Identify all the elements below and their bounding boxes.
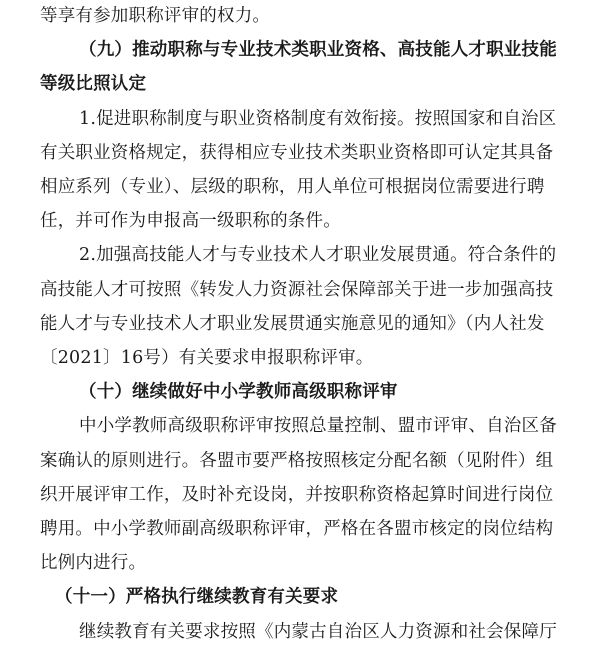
body-line: 有关职业资格规定，获得相应专业技术类职业资格即可认定其具备 xyxy=(40,142,554,163)
body-line: 案确认的原则进行。各盟市要严格按照核定分配名额（见附件）组 xyxy=(40,450,554,471)
body-line: 1.促进职称制度与职业资格制度有效衔接。按照国家和自治区 xyxy=(79,108,557,129)
body-line: 织开展评审工作，及时补充设岗，并按职称资格起算时间进行岗位 xyxy=(40,484,554,505)
body-line: 〔2021〕16号）有关要求申报职称评审。 xyxy=(40,348,374,368)
section-heading-continued: 等级比照认定 xyxy=(40,74,147,95)
section-heading: （十）继续做好中小学教师高级职称评审 xyxy=(79,382,398,403)
body-line: 任，并可作为申报高一级职称的条件。 xyxy=(40,211,341,232)
body-line: 相应系列（专业）、层级的职称，用人单位可根据岗位需要进行聘 xyxy=(40,177,545,197)
body-line: 比例内进行。 xyxy=(40,553,147,574)
section-heading: （九）推动职称与专业技术类职业资格、高技能人才职业技能 xyxy=(79,40,557,61)
body-line: 聘用。中小学教师副高级职称评审，严格在各盟市核定的岗位结构 xyxy=(40,519,554,539)
body-line: 中小学教师高级职称评审按照总量控制、盟市评审、自治区备 xyxy=(79,416,557,437)
body-line: 2.加强高技能人才与专业技术人才职业发展贯通。符合条件的 xyxy=(79,245,557,266)
body-line: 高技能人才可按照《转发人力资源社会保障部关于进一步加强高技 xyxy=(40,279,554,300)
body-line: 继续教育有关要求按照《内蒙古自治区人力资源和社会保障厅 xyxy=(79,621,557,642)
body-line: 能人才与专业技术人才职业发展贯通实施意见的通知》（内人社发 xyxy=(40,313,545,334)
section-heading: （十一）严格执行继续教育有关要求 xyxy=(55,587,339,608)
body-line: 等享有参加职称评审的权力。 xyxy=(40,6,271,26)
